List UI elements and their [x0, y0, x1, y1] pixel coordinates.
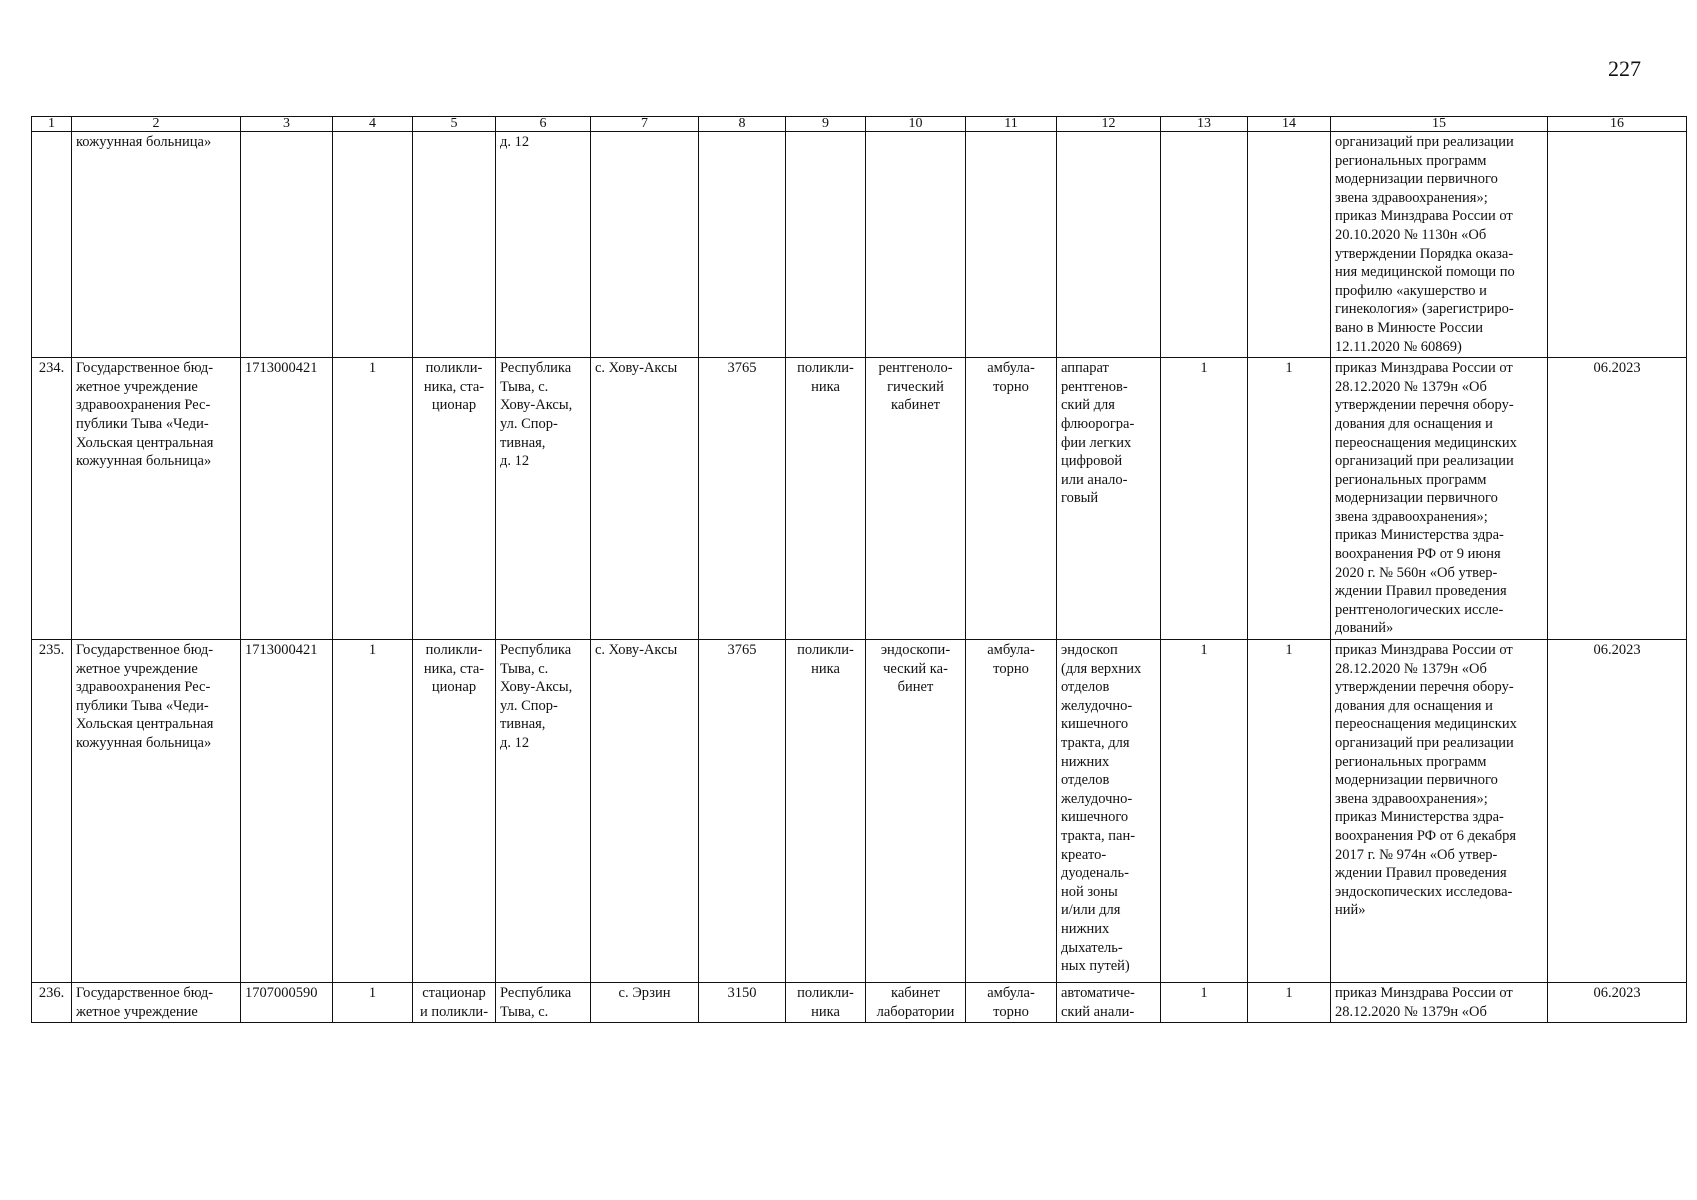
cell-room: рентгеноло- гический кабинет: [866, 358, 966, 640]
cell-col-14: 1: [1248, 640, 1331, 983]
cell-unit: поликли- ника: [786, 358, 866, 640]
cell-col-14: 1: [1248, 983, 1331, 1023]
table-row: [32, 358, 1687, 640]
column-header-1: 1: [32, 117, 72, 132]
cell-col-4: [333, 132, 413, 358]
cell-care-mode: амбула- торно: [966, 983, 1057, 1023]
cell-row-number: [32, 132, 72, 358]
cell-col-13: [1161, 132, 1248, 358]
cell-date: 06.2023: [1548, 983, 1687, 1023]
column-header-4: 4: [333, 117, 413, 132]
column-header-7: 7: [591, 117, 699, 132]
cell-date: [1548, 132, 1687, 358]
cell-care-mode: [966, 132, 1057, 358]
cell-address: Республика Тыва, с. Хову-Аксы, ул. Спор- тивная, д. 12: [496, 640, 591, 983]
column-header-12: 12: [1057, 117, 1161, 132]
cell-col-4: 1: [333, 358, 413, 640]
cell-col-14: [1248, 132, 1331, 358]
cell-col-4: 1: [333, 640, 413, 983]
registry-table: [31, 116, 1687, 1023]
cell-care-mode: амбула- торно: [966, 358, 1057, 640]
cell-organization-name: Государственное бюд- жетное учреждение здравоохранения Рес- публики Тыва «Чеди- Хольская центральная кожуунная больница»: [72, 640, 241, 983]
cell-equipment: автоматиче- ский анали-: [1057, 983, 1161, 1023]
cell-unit: поликли- ника: [786, 640, 866, 983]
cell-date: 06.2023: [1548, 358, 1687, 640]
cell-date: 06.2023: [1548, 640, 1687, 983]
cell-locality: с. Хову-Аксы: [591, 358, 699, 640]
page-number: 227: [1608, 56, 1641, 81]
cell-row-number: 235.: [32, 640, 72, 983]
cell-code: 1713000421: [241, 640, 333, 983]
column-header-13: 13: [1161, 117, 1248, 132]
column-header-8: 8: [699, 117, 786, 132]
cell-locality: [591, 132, 699, 358]
table-row: [32, 640, 1687, 983]
cell-col-14: 1: [1248, 358, 1331, 640]
column-header-11: 11: [966, 117, 1057, 132]
cell-unit: [786, 132, 866, 358]
cell-locality: с. Эрзин: [591, 983, 699, 1023]
column-header-9: 9: [786, 117, 866, 132]
cell-equipment: [1057, 132, 1161, 358]
cell-row-number: 234.: [32, 358, 72, 640]
cell-facility-type: [413, 132, 496, 358]
cell-organization-name: кожуунная больница»: [72, 132, 241, 358]
cell-equipment: эндоскоп (для верхних отделов желудочно- кишечного тракта, для нижних отделов желудочно- кишечного тракта, пан- креато- дуоденаль- ной зоны и/или для нижних дыхатель- ных путей): [1057, 640, 1161, 983]
table-row: [32, 983, 1687, 1023]
cell-col-4: 1: [333, 983, 413, 1023]
column-number-row: [32, 117, 1687, 132]
cell-col-8: 3150: [699, 983, 786, 1023]
cell-code: [241, 132, 333, 358]
column-header-16: 16: [1548, 117, 1687, 132]
cell-col-8: [699, 132, 786, 358]
column-header-14: 14: [1248, 117, 1331, 132]
cell-address: Республика Тыва, с.: [496, 983, 591, 1023]
cell-regulation: организаций при реализации региональных программ модернизации первичного звена здравоохранения»; приказ Минздрава России от 20.10.2020 № 1130н «Об утверждении Порядка оказа- ния медицинской помощи по профилю «акушерство и гинекология» (зарегистриро- вано в Минюсте России 12.11.2020 № 60869): [1331, 132, 1548, 358]
table-row: [32, 132, 1687, 358]
cell-row-number: 236.: [32, 983, 72, 1023]
cell-unit: поликли- ника: [786, 983, 866, 1023]
cell-col-8: 3765: [699, 640, 786, 983]
cell-locality: с. Хову-Аксы: [591, 640, 699, 983]
cell-organization-name: Государственное бюд- жетное учреждение здравоохранения Рес- публики Тыва «Чеди- Хольская центральная кожуунная больница»: [72, 358, 241, 640]
cell-address: Республика Тыва, с. Хову-Аксы, ул. Спор- тивная, д. 12: [496, 358, 591, 640]
column-header-10: 10: [866, 117, 966, 132]
cell-col-13: 1: [1161, 640, 1248, 983]
cell-code: 1713000421: [241, 358, 333, 640]
cell-regulation: приказ Минздрава России от 28.12.2020 № 1379н «Об утверждении перечня обору- дования для оснащения и переоснащения медицинских организаций при реализации региональных программ модернизации первичного звена здравоохранения»; приказ Министерства здра- воохранения РФ от 6 декабря 2017 г. № 974н «Об утвер- ждении Правил проведения эндоскопических исследова- ний»: [1331, 640, 1548, 983]
column-header-6: 6: [496, 117, 591, 132]
cell-equipment: аппарат рентгенов- ский для флюорогра- фии легких цифровой или анало- говый: [1057, 358, 1161, 640]
cell-facility-type: стационар и поликли-: [413, 983, 496, 1023]
column-header-3: 3: [241, 117, 333, 132]
cell-code: 1707000590: [241, 983, 333, 1023]
cell-address: д. 12: [496, 132, 591, 358]
cell-care-mode: амбула- торно: [966, 640, 1057, 983]
cell-regulation: приказ Минздрава России от 28.12.2020 № 1379н «Об утверждении перечня обору- дования для оснащения и переоснащения медицинских организаций при реализации региональных программ модернизации первичного звена здравоохранения»; приказ Министерства здра- воохранения РФ от 9 июня 2020 г. № 560н «Об утвер- ждении Правил проведения рентгенологических иссле- дований»: [1331, 358, 1548, 640]
cell-col-8: 3765: [699, 358, 786, 640]
cell-room: кабинет лаборатории: [866, 983, 966, 1023]
column-header-2: 2: [72, 117, 241, 132]
cell-facility-type: поликли- ника, ста- ционар: [413, 358, 496, 640]
cell-regulation: приказ Минздрава России от 28.12.2020 № 1379н «Об: [1331, 983, 1548, 1023]
column-header-15: 15: [1331, 117, 1548, 132]
cell-col-13: 1: [1161, 358, 1248, 640]
column-header-5: 5: [413, 117, 496, 132]
cell-col-13: 1: [1161, 983, 1248, 1023]
cell-organization-name: Государственное бюд- жетное учреждение: [72, 983, 241, 1023]
cell-room: эндоскопи- ческий ка- бинет: [866, 640, 966, 983]
cell-room: [866, 132, 966, 358]
cell-facility-type: поликли- ника, ста- ционар: [413, 640, 496, 983]
